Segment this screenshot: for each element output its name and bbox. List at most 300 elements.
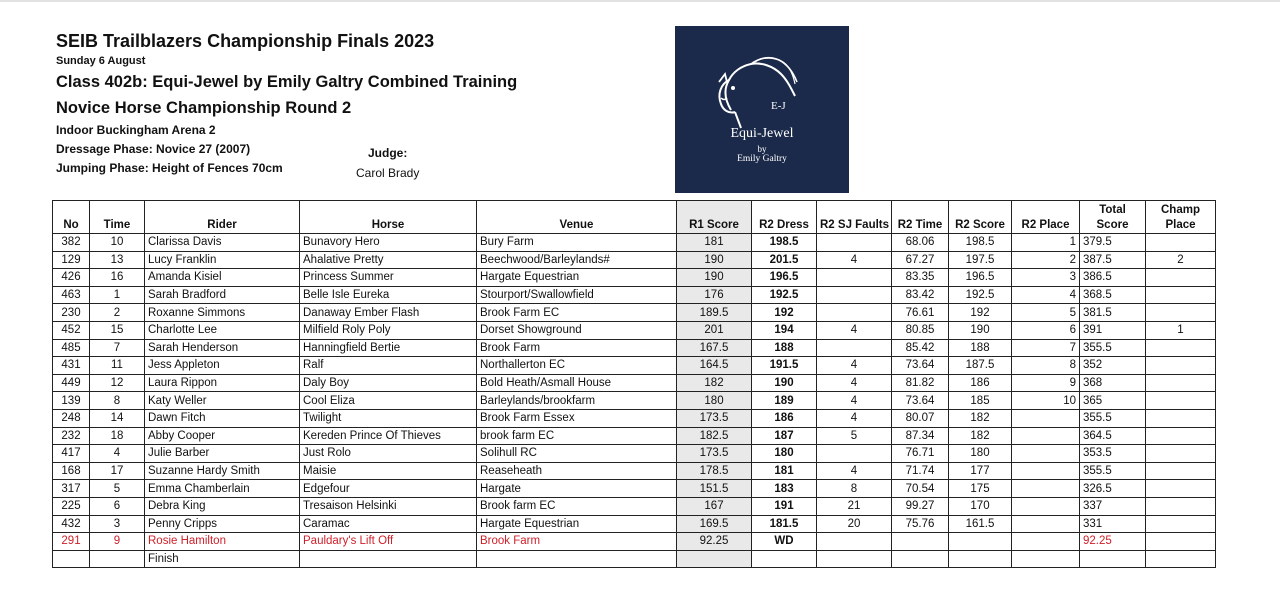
cell-time: 5: [90, 480, 145, 498]
cell-rider: Jess Appleton: [145, 357, 300, 375]
cell-champ-place: [1146, 304, 1216, 322]
cell-r2-dress: 194: [752, 321, 817, 339]
event-date: Sunday 6 August: [56, 55, 146, 67]
cell-horse: Belle Isle Eureka: [300, 286, 477, 304]
cell-total-score: 381.5: [1080, 304, 1146, 322]
cell-total-score: 365: [1080, 392, 1146, 410]
cell-r2-place: [1012, 445, 1080, 463]
cell-venue: brook farm EC: [477, 427, 677, 445]
cell-r2-sj-faults: [817, 445, 892, 463]
cell-r2-score: 192.5: [949, 286, 1012, 304]
cell-r2-sj-faults: 5: [817, 427, 892, 445]
cell-no: 317: [53, 480, 90, 498]
cell-champ-place: [1146, 339, 1216, 357]
cell-venue: Solihull RC: [477, 445, 677, 463]
cell-venue: Brook Farm EC: [477, 304, 677, 322]
cell-r1-score: 181: [677, 234, 752, 252]
cell-time: 18: [90, 427, 145, 445]
cell-no: 225: [53, 497, 90, 515]
cell-r2-score: 192: [949, 304, 1012, 322]
table-row: [53, 480, 1216, 498]
cell-r2-dress: 196.5: [752, 269, 817, 287]
cell-r2-dress: 188: [752, 339, 817, 357]
cell-r2-dress: 183: [752, 480, 817, 498]
cell-time: 2: [90, 304, 145, 322]
cell-r1-score: 169.5: [677, 515, 752, 533]
empty-cell: [300, 550, 477, 568]
cell-champ-place: [1146, 497, 1216, 515]
class-subtitle: Novice Horse Championship Round 2: [56, 99, 352, 117]
cell-r2-place: 8: [1012, 357, 1080, 375]
cell-time: 11: [90, 357, 145, 375]
table-row: [53, 392, 1216, 410]
table-row: [53, 321, 1216, 339]
cell-total-score: 326.5: [1080, 480, 1146, 498]
cell-time: 14: [90, 409, 145, 427]
cell-rider: Clarissa Davis: [145, 234, 300, 252]
empty-cell: [477, 550, 677, 568]
cell-r2-score: 190: [949, 321, 1012, 339]
cell-horse: Pauldary's Lift Off: [300, 533, 477, 551]
cell-r1-score: 190: [677, 251, 752, 269]
cell-r2-sj-faults: 21: [817, 497, 892, 515]
cell-r1-score: 201: [677, 321, 752, 339]
cell-r2-place: 3: [1012, 269, 1080, 287]
cell-no: 168: [53, 462, 90, 480]
table-row: [53, 462, 1216, 480]
cell-r1-score: 180: [677, 392, 752, 410]
cell-no: 291: [53, 533, 90, 551]
cell-rider: Laura Rippon: [145, 374, 300, 392]
cell-r2-place: 1: [1012, 234, 1080, 252]
cell-rider: Amanda Kisiel: [145, 269, 300, 287]
cell-r1-score: 189.5: [677, 304, 752, 322]
cell-horse: Tresaison Helsinki: [300, 497, 477, 515]
cell-horse: Danaway Ember Flash: [300, 304, 477, 322]
cell-time: 9: [90, 533, 145, 551]
cell-rider: Lucy Franklin: [145, 251, 300, 269]
cell-r2-dress: 181.5: [752, 515, 817, 533]
cell-no: 139: [53, 392, 90, 410]
cell-r2-score: 175: [949, 480, 1012, 498]
cell-r2-dress: 191.5: [752, 357, 817, 375]
cell-time: 7: [90, 339, 145, 357]
jumping-phase: Jumping Phase: Height of Fences 70cm: [56, 161, 283, 175]
cell-r2-place: [1012, 427, 1080, 445]
cell-no: 426: [53, 269, 90, 287]
cell-r1-score: 190: [677, 269, 752, 287]
cell-time: 12: [90, 374, 145, 392]
cell-r2-place: 10: [1012, 392, 1080, 410]
cell-venue: Northallerton EC: [477, 357, 677, 375]
cell-champ-place: 2: [1146, 251, 1216, 269]
cell-r1-score: 173.5: [677, 409, 752, 427]
cell-r2-time: 83.35: [892, 269, 949, 287]
finish-row: [53, 550, 1216, 568]
cell-total-score: 368.5: [1080, 286, 1146, 304]
cell-r1-score: 151.5: [677, 480, 752, 498]
col-r1-score: R1 Score: [677, 201, 752, 234]
cell-r2-place: 4: [1012, 286, 1080, 304]
cell-venue: Bold Heath/Asmall House: [477, 374, 677, 392]
cell-total-score: 355.5: [1080, 339, 1146, 357]
cell-horse: Kereden Prince Of Thieves: [300, 427, 477, 445]
table-row: [53, 357, 1216, 375]
cell-horse: Princess Summer: [300, 269, 477, 287]
empty-cell: [1146, 550, 1216, 568]
cell-time: 10: [90, 234, 145, 252]
table-row: [53, 251, 1216, 269]
table-row: [53, 497, 1216, 515]
cell-no: 432: [53, 515, 90, 533]
cell-r2-sj-faults: 20: [817, 515, 892, 533]
cell-r2-score: 187.5: [949, 357, 1012, 375]
cell-r2-score: 186: [949, 374, 1012, 392]
cell-no: 449: [53, 374, 90, 392]
cell-rider: Rosie Hamilton: [145, 533, 300, 551]
cell-r1-score: 92.25: [677, 533, 752, 551]
cell-venue: Hargate Equestrian: [477, 269, 677, 287]
cell-total-score: 391: [1080, 321, 1146, 339]
cell-r2-dress: 186: [752, 409, 817, 427]
cell-rider: Dawn Fitch: [145, 409, 300, 427]
logo-maker: Emily Galtry: [737, 154, 787, 164]
cell-time: 3: [90, 515, 145, 533]
cell-horse: Caramac: [300, 515, 477, 533]
cell-venue: Brook Farm: [477, 533, 677, 551]
cell-r2-dress: 181: [752, 462, 817, 480]
cell-champ-place: [1146, 269, 1216, 287]
cell-time: 17: [90, 462, 145, 480]
cell-r2-dress: 201.5: [752, 251, 817, 269]
cell-r2-time: 73.64: [892, 357, 949, 375]
cell-r2-time: 73.64: [892, 392, 949, 410]
cell-r2-place: 5: [1012, 304, 1080, 322]
cell-no: 230: [53, 304, 90, 322]
logo-by: by: [757, 144, 767, 154]
cell-r2-time: 85.42: [892, 339, 949, 357]
table-row: [53, 445, 1216, 463]
cell-r2-sj-faults: 8: [817, 480, 892, 498]
cell-time: 13: [90, 251, 145, 269]
cell-time: 6: [90, 497, 145, 515]
table-row: [53, 234, 1216, 252]
cell-r2-place: 7: [1012, 339, 1080, 357]
cell-r1-score: 182: [677, 374, 752, 392]
cell-champ-place: [1146, 286, 1216, 304]
logo-brand: Equi-Jewel: [730, 126, 794, 141]
cell-time: 8: [90, 392, 145, 410]
cell-total-score: 337: [1080, 497, 1146, 515]
table-row: [53, 339, 1216, 357]
cell-champ-place: [1146, 392, 1216, 410]
cell-r2-time: 70.54: [892, 480, 949, 498]
cell-r2-time: 81.82: [892, 374, 949, 392]
cell-r2-dress: 187: [752, 427, 817, 445]
cell-horse: Ahalative Pretty: [300, 251, 477, 269]
cell-r2-sj-faults: [817, 304, 892, 322]
cell-r2-place: 2: [1012, 251, 1080, 269]
cell-rider: Charlotte Lee: [145, 321, 300, 339]
cell-r2-place: [1012, 462, 1080, 480]
cell-total-score: 364.5: [1080, 427, 1146, 445]
cell-venue: Reaseheath: [477, 462, 677, 480]
horse-head-icon: [711, 50, 801, 130]
cell-rider: Roxanne Simmons: [145, 304, 300, 322]
cell-r2-dress: 180: [752, 445, 817, 463]
table-row: [53, 533, 1216, 551]
cell-time: 15: [90, 321, 145, 339]
cell-no: 417: [53, 445, 90, 463]
cell-venue: Brook farm EC: [477, 497, 677, 515]
cell-r2-time: 83.42: [892, 286, 949, 304]
cell-horse: Twilight: [300, 409, 477, 427]
cell-horse: Cool Eliza: [300, 392, 477, 410]
cell-venue: Dorset Showground: [477, 321, 677, 339]
cell-r1-score: 167: [677, 497, 752, 515]
cell-r2-time: 67.27: [892, 251, 949, 269]
col-champ-place: [1146, 201, 1216, 234]
col-time: Time: [90, 201, 145, 234]
cell-r2-score: 161.5: [949, 515, 1012, 533]
table-row: [53, 286, 1216, 304]
logo-monogram: E-J: [771, 100, 786, 112]
cell-r2-place: 6: [1012, 321, 1080, 339]
class-title: Class 402b: Equi-Jewel by Emily Galtry Combined Training: [56, 73, 518, 91]
cell-rider: Abby Cooper: [145, 427, 300, 445]
col-rider: Rider: [145, 201, 300, 234]
cell-rider: Emma Chamberlain: [145, 480, 300, 498]
cell-r2-dress: 192: [752, 304, 817, 322]
cell-horse: Just Rolo: [300, 445, 477, 463]
cell-total-score: 355.5: [1080, 409, 1146, 427]
cell-venue: Hargate: [477, 480, 677, 498]
cell-r2-sj-faults: 4: [817, 462, 892, 480]
empty-cell: [892, 550, 949, 568]
cell-r2-sj-faults: 4: [817, 357, 892, 375]
results-table: [52, 200, 1216, 568]
cell-time: 1: [90, 286, 145, 304]
cell-rider: Suzanne Hardy Smith: [145, 462, 300, 480]
judge-name: Carol Brady: [356, 166, 420, 180]
cell-no: 129: [53, 251, 90, 269]
sponsor-logo: [675, 26, 849, 193]
cell-r2-place: [1012, 533, 1080, 551]
event-title: SEIB Trailblazers Championship Finals 2023: [56, 31, 435, 51]
cell-r2-time: 75.76: [892, 515, 949, 533]
cell-champ-place: [1146, 515, 1216, 533]
cell-rider: Penny Cripps: [145, 515, 300, 533]
cell-r1-score: 178.5: [677, 462, 752, 480]
dressage-phase: Dressage Phase: Novice 27 (2007): [56, 142, 251, 156]
cell-r2-sj-faults: 4: [817, 392, 892, 410]
cell-r2-sj-faults: 4: [817, 374, 892, 392]
empty-cell: [949, 550, 1012, 568]
table-row: [53, 304, 1216, 322]
cell-r2-place: [1012, 515, 1080, 533]
cell-no: 431: [53, 357, 90, 375]
cell-r2-score: 196.5: [949, 269, 1012, 287]
col-total-line2: Score: [1096, 219, 1129, 231]
empty-cell: [817, 550, 892, 568]
col-champ-line1: Champ: [1161, 204, 1200, 216]
empty-cell: [53, 550, 90, 568]
cell-r2-dress: WD: [752, 533, 817, 551]
cell-r2-score: 185: [949, 392, 1012, 410]
judge-label: Judge:: [368, 146, 408, 160]
cell-champ-place: [1146, 533, 1216, 551]
cell-r2-time: 80.85: [892, 321, 949, 339]
cell-r2-time: 71.74: [892, 462, 949, 480]
cell-champ-place: [1146, 357, 1216, 375]
cell-r2-score: [949, 533, 1012, 551]
cell-total-score: 379.5: [1080, 234, 1146, 252]
cell-r2-time: 87.34: [892, 427, 949, 445]
table-row: [53, 269, 1216, 287]
cell-venue: Hargate Equestrian: [477, 515, 677, 533]
top-rule: [0, 0, 1280, 2]
cell-r2-score: 182: [949, 409, 1012, 427]
cell-r2-sj-faults: [817, 339, 892, 357]
cell-r2-sj-faults: [817, 269, 892, 287]
cell-r2-score: 197.5: [949, 251, 1012, 269]
col-no: No: [53, 201, 90, 234]
cell-r2-place: [1012, 480, 1080, 498]
cell-r2-time: 99.27: [892, 497, 949, 515]
arena-name: Indoor Buckingham Arena 2: [56, 123, 216, 137]
empty-cell: [90, 550, 145, 568]
cell-r2-dress: 189: [752, 392, 817, 410]
table-row: [53, 374, 1216, 392]
cell-no: 248: [53, 409, 90, 427]
cell-r2-sj-faults: 4: [817, 251, 892, 269]
cell-r1-score: 182.5: [677, 427, 752, 445]
cell-time: 4: [90, 445, 145, 463]
cell-total-score: 352: [1080, 357, 1146, 375]
cell-r2-time: 80.07: [892, 409, 949, 427]
cell-total-score: 331: [1080, 515, 1146, 533]
empty-cell: [752, 550, 817, 568]
cell-champ-place: [1146, 427, 1216, 445]
cell-r2-time: 68.06: [892, 234, 949, 252]
cell-total-score: 387.5: [1080, 251, 1146, 269]
table-row: [53, 427, 1216, 445]
cell-champ-place: [1146, 480, 1216, 498]
col-total-score: [1080, 201, 1146, 234]
cell-total-score: 353.5: [1080, 445, 1146, 463]
cell-champ-place: [1146, 462, 1216, 480]
cell-venue: Stourport/Swallowfield: [477, 286, 677, 304]
cell-champ-place: [1146, 374, 1216, 392]
cell-r1-score: 164.5: [677, 357, 752, 375]
cell-horse: Daly Boy: [300, 374, 477, 392]
cell-horse: Bunavory Hero: [300, 234, 477, 252]
cell-time: 16: [90, 269, 145, 287]
cell-r1-score: 173.5: [677, 445, 752, 463]
cell-r2-score: 198.5: [949, 234, 1012, 252]
document-header: [56, 30, 517, 178]
cell-r2-dress: 190: [752, 374, 817, 392]
finish-label: Finish: [145, 550, 300, 568]
cell-r1-score: 167.5: [677, 339, 752, 357]
cell-r2-sj-faults: 4: [817, 409, 892, 427]
cell-venue: Barleylands/brookfarm: [477, 392, 677, 410]
cell-r2-dress: 191: [752, 497, 817, 515]
cell-horse: Hanningfield Bertie: [300, 339, 477, 357]
cell-r2-score: 180: [949, 445, 1012, 463]
col-total-line1: Total: [1099, 204, 1126, 216]
cell-r2-time: 76.71: [892, 445, 949, 463]
cell-no: 452: [53, 321, 90, 339]
col-venue: Venue: [477, 201, 677, 234]
cell-champ-place: [1146, 234, 1216, 252]
results-body: [53, 234, 1216, 568]
table-row: [53, 409, 1216, 427]
cell-r2-place: [1012, 409, 1080, 427]
col-r2-time: R2 Time: [892, 201, 949, 234]
cell-horse: Ralf: [300, 357, 477, 375]
cell-champ-place: [1146, 409, 1216, 427]
col-r2-dress: R2 Dress: [752, 201, 817, 234]
cell-r2-sj-faults: [817, 533, 892, 551]
cell-total-score: 355.5: [1080, 462, 1146, 480]
cell-r2-place: 9: [1012, 374, 1080, 392]
cell-no: 382: [53, 234, 90, 252]
cell-r1-score: 176: [677, 286, 752, 304]
cell-horse: Maisie: [300, 462, 477, 480]
cell-r2-sj-faults: [817, 286, 892, 304]
cell-horse: Edgefour: [300, 480, 477, 498]
table-header-row: [53, 201, 1216, 234]
cell-r2-score: 177: [949, 462, 1012, 480]
col-champ-line2: Place: [1165, 219, 1196, 231]
empty-cell: [1012, 550, 1080, 568]
cell-champ-place: 1: [1146, 321, 1216, 339]
cell-venue: Brook Farm: [477, 339, 677, 357]
cell-r2-sj-faults: [817, 234, 892, 252]
cell-no: 463: [53, 286, 90, 304]
cell-rider: Katy Weller: [145, 392, 300, 410]
col-horse: Horse: [300, 201, 477, 234]
cell-r2-time: 76.61: [892, 304, 949, 322]
cell-r2-score: 182: [949, 427, 1012, 445]
cell-r2-score: 170: [949, 497, 1012, 515]
cell-venue: Brook Farm Essex: [477, 409, 677, 427]
cell-total-score: 368: [1080, 374, 1146, 392]
empty-cell: [1080, 550, 1146, 568]
cell-champ-place: [1146, 445, 1216, 463]
cell-rider: Sarah Bradford: [145, 286, 300, 304]
cell-r2-score: 188: [949, 339, 1012, 357]
empty-cell: [677, 550, 752, 568]
cell-venue: Bury Farm: [477, 234, 677, 252]
cell-venue: Beechwood/Barleylands#: [477, 251, 677, 269]
cell-rider: Debra King: [145, 497, 300, 515]
cell-rider: Julie Barber: [145, 445, 300, 463]
cell-horse: Milfield Roly Poly: [300, 321, 477, 339]
cell-rider: Sarah Henderson: [145, 339, 300, 357]
cell-r2-sj-faults: 4: [817, 321, 892, 339]
cell-r2-place: [1012, 497, 1080, 515]
cell-total-score: 92.25: [1080, 533, 1146, 551]
col-r2-sj-faults: R2 SJ Faults: [817, 201, 892, 234]
col-r2-score: R2 Score: [949, 201, 1012, 234]
cell-r2-dress: 198.5: [752, 234, 817, 252]
cell-r2-time: [892, 533, 949, 551]
col-r2-place: R2 Place: [1012, 201, 1080, 234]
cell-total-score: 386.5: [1080, 269, 1146, 287]
cell-no: 232: [53, 427, 90, 445]
